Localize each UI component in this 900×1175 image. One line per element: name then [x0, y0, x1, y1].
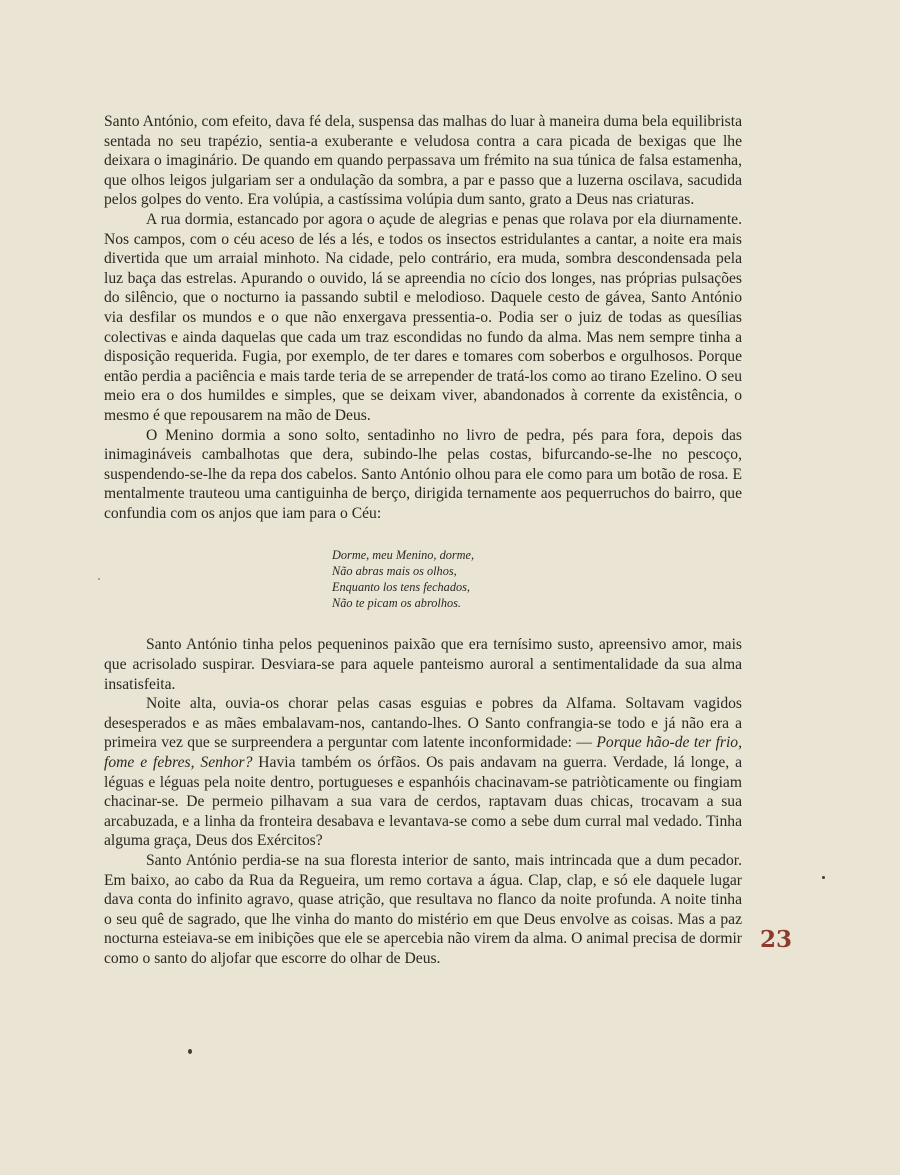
verse-line: Não abras mais os olhos, — [332, 564, 457, 579]
paragraph-5 — [104, 694, 742, 851]
paragraph-4: Santo António tinha pelos pequeninos paixão que era ternísimo susto, apreensivo amor, mais que acrisolado suspirar. Desviara-se para aquele panteismo auroral a sentimentalidade da sua alma insatisfeita. — [104, 636, 742, 693]
body-text — [104, 112, 742, 969]
verse-line: Dorme, meu Menino, dorme, — [332, 548, 475, 563]
lullaby-verse — [332, 547, 742, 611]
paragraph-2: A rua dormia, estancado por agora o açude de alegrias e penas que rolava por ela diurnamente. Nos campos, com o céu aceso de lés a lés, e todos os insectos estridulantes a cantar, a noite era mais divertida que um arraial minhoto. Na cidade, pelo contrário, era muda, sombra descondensada pela luz baça das estrelas. Apurando o ouvido, lá se apreendia no cício dos longes, nas próprias pulsações do silêncio, que o nocturno ia passando subtil e melodioso. Daquele cesto de gávea, Santo António via desfilar os mundos e o que não enxergava pressentia-o. Podia ser o juiz de todas as quesílias colectivas e ainda daquelas que cada um traz escondidas no fundo da alma. Mas nem sempre tinha a disposição requerida. Fugia, por exemplo, de ter dares e tomares com soberbos e orgulhosos. Porque então perdia a paciência e mais tarde teria de se arrepender de tratá-los como ao tirano Ezelino. O seu meio era o dos humildes e simples, que se deixam viver, abandonados à corrente da existência, o mesmo é que repousarem na mão de Deus. — [104, 210, 742, 424]
ink-speck — [98, 578, 100, 580]
verse-line: Não te picam os abrolhos. — [332, 596, 462, 611]
ink-speck — [188, 1049, 192, 1054]
paragraph-5-text-after: Havia também os órfãos. Os pais andavam na guerra. Verdade, lá longe, a léguas e léguas pela noite dentro, portugueses e espanhóis chacinavam-se patriòticamente ou fingiam chacinar-se. De permeio pilhavam a sua vara de cerdos, raptavam duas chicas, trocavam a sua arcabuzada, e a linha da fronteira desabava e levantava-se como a sebe dum curral mal vedado. Tinha alguma graça, Deus dos Exércitos? — [104, 754, 742, 850]
page-number: 23 — [760, 926, 793, 953]
verse-line: Enquanto los tens fechados, — [332, 580, 470, 595]
paragraph-3: O Menino dormia a sono solto, sentadinho no livro de pedra, pés para fora, depois das inimagináveis cambalhotas que dera, subindo-lhe pelas costas, bifurcando-se-lhe no pescoço, suspendendo-se-lhe da repa dos cabelos. Santo António olhou para ele como para um botão de rosa. E mentalmente trauteou uma cantiguinha de berço, dirigida ternamente aos pequerruchos do bairro, que confundia com os anjos que iam para o Céu: — [104, 426, 742, 522]
paragraph-6: Santo António perdia-se na sua floresta interior de santo, mais intrincada que a dum pecador. Em baixo, ao cabo da Rua da Regueira, um remo cortava a água. Clap, clap, e só ele daquele lugar dava conta do infinito agravo, quase atrição, que resultava no flanco da noite profunda. A noite tinha o seu quê de sagrado, que lhe vinha do manto do mistério em que Deus envolve as coisas. Mas a paz nocturna esteiava-se em inibições que ele se apercebia não virem da alma. O animal precisa de dormir como o santo do aljofar que escorre do olhar de Deus. — [104, 852, 742, 967]
italic-question: Porque hão-de ter frio, fome e febres, Senhor? — [104, 734, 743, 772]
paragraph-1: Santo António, com efeito, dava fé dela, suspensa das malhas do luar à maneira duma bela equilibrista sentada no seu trapézio, sentia-a exuberante e veludosa contra a cara picada de bexigas que lhe deixara o imaginário. De quando em quando perpassava um frémito na sua túnica de falsa estamenha, que olhos leigos julgariam ser a ondulação da sombra, a par e passo que a luzerna oscilava, sacudida pelos golpes do vento. Era volúpia, a castíssima volúpia dum santo, grato a Deus nas criaturas. — [104, 113, 742, 209]
ink-speck — [822, 876, 825, 879]
paragraph-5-text-before: Noite alta, ouvia-os chorar pelas casas esguias e pobres da Alfama. Soltavam vagidos desesperados e as mães embalavam-nos, cantando-lhes. O Santo confrangia-se todo e já não era a primeira vez que se surpreendera a perguntar com latente inconformidade: — — [104, 695, 742, 752]
